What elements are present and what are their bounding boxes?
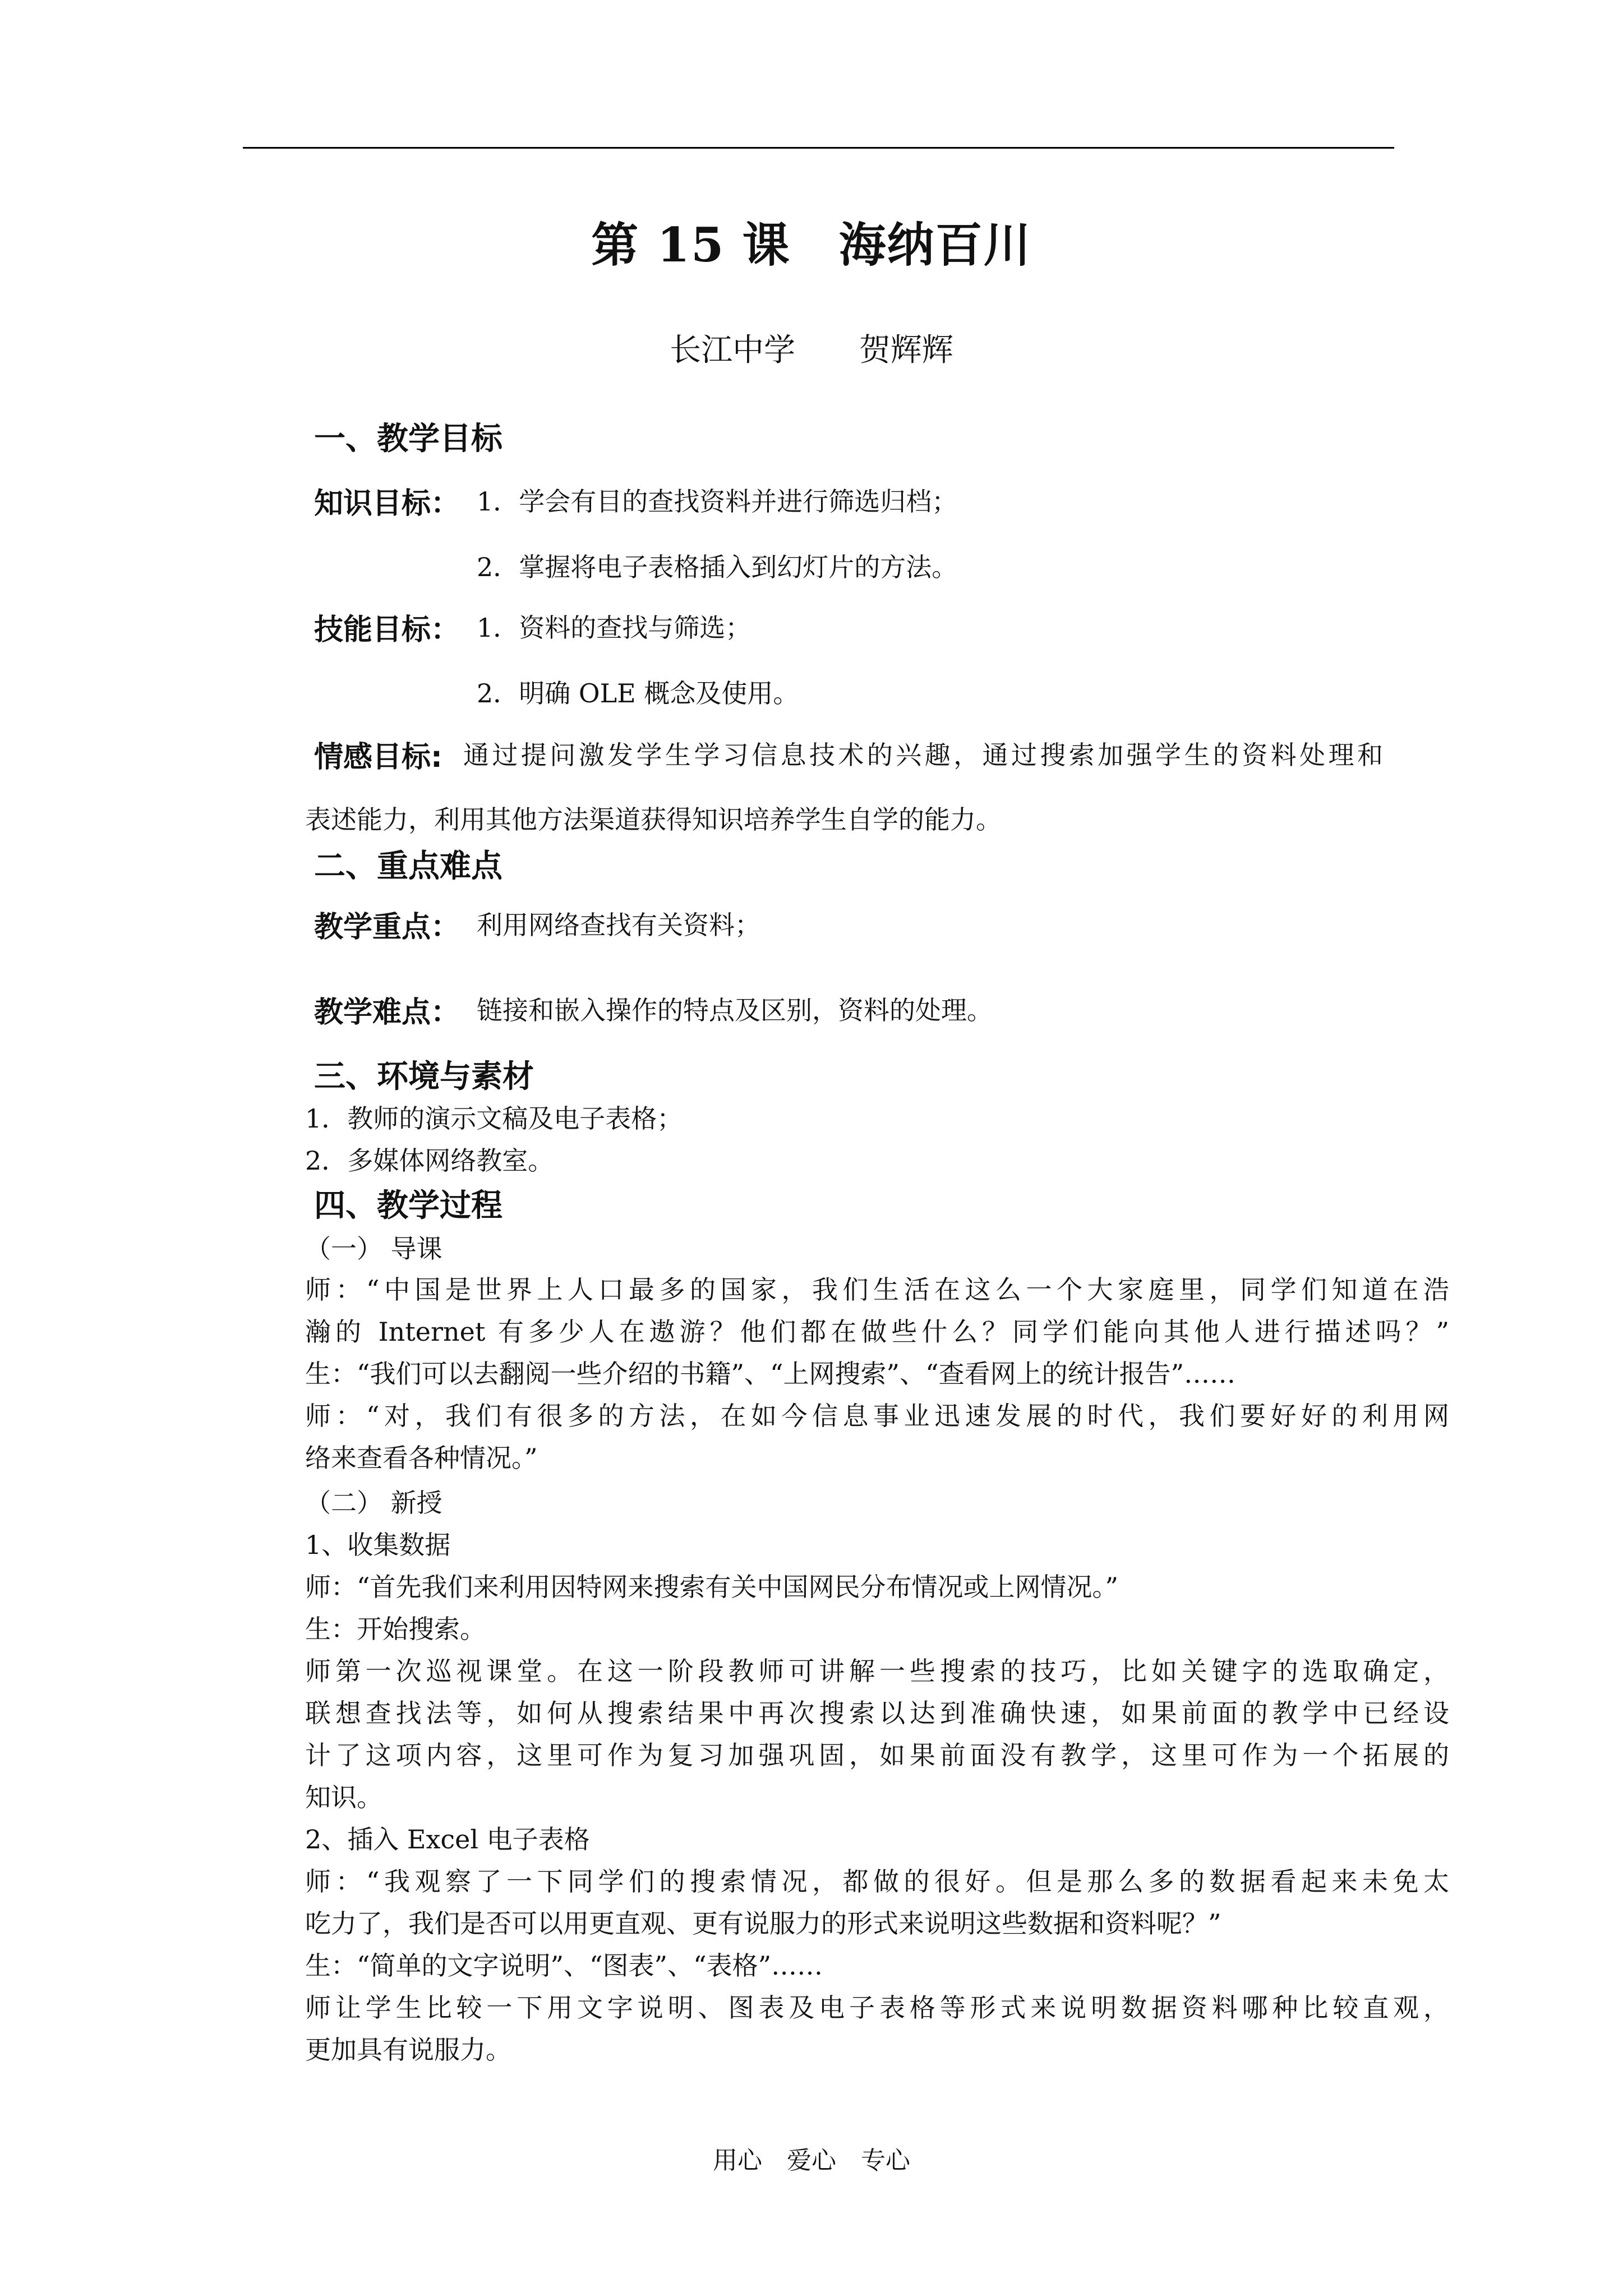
teaching-difficulty-label: 教学难点： — [314, 996, 460, 1029]
section-heading-keypoints: 二、重点难点 — [314, 848, 502, 885]
header-rule — [243, 147, 1394, 149]
section-heading-process: 四、教学过程 — [314, 1188, 502, 1224]
excel-line-5: 更加具有说服力。 — [305, 2035, 511, 2065]
skill-objective-label: 技能目标： — [314, 613, 460, 647]
knowledge-objective-label: 知识目标： — [314, 487, 460, 521]
collect-line-3: 师第一次巡视课堂。在这一阶段教师可讲解一些搜索的技巧，比如关键字的选取确定， — [305, 1656, 1449, 1686]
emotion-objective-label: 情感目标: — [314, 740, 442, 774]
collect-line-5: 计了这项内容，这里可作为复习加强巩固，如果前面没有教学，这里可作为一个拓展的 — [305, 1740, 1449, 1770]
teaching-focus-label: 教学重点： — [314, 910, 460, 944]
intro-line-2: 瀚的 Internet 有多少人在遨游？他们都在做些什么？同学们能向其他人进行描述吗？” — [305, 1317, 1449, 1347]
process-part-intro: （一） 导课 — [305, 1234, 442, 1264]
teaching-focus-text: 利用网络查找有关资料； — [477, 910, 760, 940]
excel-line-2: 吃力了，我们是否可以用更直观、更有说服力的形式来说明这些数据和资料呢？” — [305, 1908, 1221, 1939]
intro-line-1: 师：“中国是世界上人口最多的国家，我们生活在这么一个大家庭里，同学们知道在浩 — [305, 1274, 1449, 1305]
materials-item-2: 2．多媒体网络教室。 — [305, 1145, 554, 1176]
collect-line-6: 知识。 — [305, 1782, 382, 1812]
page-title: 第 15 课 海纳百川 — [591, 217, 1032, 273]
collect-line-4: 联想查找法等，如何从搜索结果中再次搜索以达到准确快速，如果前面的教学中已经设 — [305, 1698, 1449, 1728]
knowledge-objective-2: 2．掌握将电子表格插入到幻灯片的方法。 — [477, 552, 958, 582]
excel-line-1: 师：“我观察了一下同学们的搜索情况，都做的很好。但是那么多的数据看起来未免太 — [305, 1866, 1449, 1897]
excel-line-3: 生：“简单的文字说明”、“图表”、“表格”…… — [305, 1950, 823, 1981]
knowledge-objective-1: 1．学会有目的查找资料并进行筛选归档； — [477, 486, 958, 517]
intro-line-5: 络来查看各种情况。” — [305, 1443, 538, 1473]
materials-item-1: 1．教师的演示文稿及电子表格； — [305, 1103, 683, 1134]
excel-line-4: 师让学生比较一下用文字说明、图表及电子表格等形式来说明数据资料哪种比较直观， — [305, 1993, 1449, 2023]
collect-line-1: 师：“首先我们来利用因特网来搜索有关中国网民分布情况或上网情况。” — [305, 1572, 1119, 1602]
skill-objective-2: 2．明确 OLE 概念及使用。 — [477, 678, 799, 708]
page-footer: 用心 爱心 专心 — [713, 2146, 910, 2175]
teaching-difficulty-text: 链接和嵌入操作的特点及区别，资料的处理。 — [477, 995, 993, 1025]
process-part-new: （二） 新授 — [305, 1488, 442, 1518]
section-heading-objectives: 一、教学目标 — [314, 421, 502, 457]
collect-line-2: 生：开始搜索。 — [305, 1614, 486, 1644]
step-insert-excel: 2、插入 Excel 电子表格 — [305, 1824, 590, 1855]
skill-objective-1: 1．资料的查找与筛选； — [477, 613, 751, 643]
intro-line-3: 生：“我们可以去翻阅一些介绍的书籍”、“上网搜索”、“查看网上的统计报告”…… — [305, 1359, 1236, 1389]
section-heading-materials: 三、环境与素材 — [314, 1059, 534, 1095]
emotion-objective-line-1: 通过提问激发学生学习信息技术的兴趣，通过搜索加强学生的资料处理和 — [463, 740, 1383, 770]
emotion-objective-line-2: 表述能力，利用其他方法渠道获得知识培养学生自学的能力。 — [305, 804, 1002, 835]
author-line: 长江中学 贺辉辉 — [670, 332, 953, 369]
step-collect-data: 1、收集数据 — [305, 1530, 451, 1560]
intro-line-4: 师：“对，我们有很多的方法，在如今信息事业迅速发展的时代，我们要好好的利用网 — [305, 1401, 1449, 1431]
